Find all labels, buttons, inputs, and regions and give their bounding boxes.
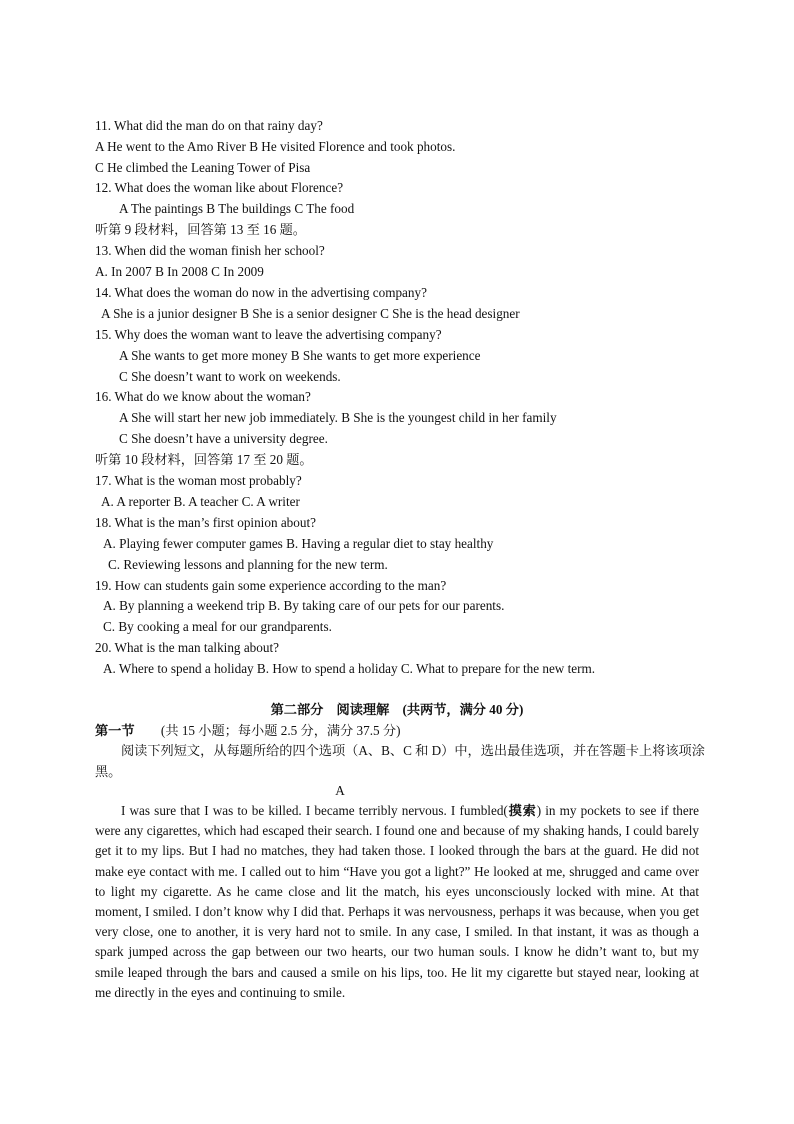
question-17: 17. What is the woman most probably?	[95, 473, 302, 488]
part-2-title: 第二部分 阅读理解 (共两节，满分 40 分)	[270, 702, 524, 717]
passage-gloss: 摸索	[507, 803, 537, 818]
question-20: 20. What is the man talking about?	[95, 640, 279, 655]
question-15-options-ab: A She wants to get more money B She wants to get more experience	[119, 348, 481, 363]
question-18: 18. What is the man’s first opinion about?	[95, 515, 316, 530]
passage-a-paragraph	[95, 801, 699, 1003]
section-1-detail: (共 15 小题；每小题 2.5 分，满分 37.5 分)	[134, 723, 401, 738]
question-14-options: A She is a junior designer B She is a senior designer C She is the head designer	[101, 306, 520, 321]
question-15: 15. Why does the woman want to leave the advertising company?	[95, 327, 442, 342]
question-18-options-ab: A. Playing fewer computer games B. Having a regular diet to stay healthy	[103, 536, 494, 551]
question-15-option-c: C She doesn’t want to work on weekends.	[119, 369, 341, 384]
question-18-option-c: C. Reviewing lessons and planning for the new term.	[108, 557, 388, 572]
question-20-options: A. Where to spend a holiday B. How to spend a holiday C. What to prepare for the new term.	[103, 661, 596, 676]
section-9-instruction: 听第 9 段材料，回答第 13 至 16 题。	[95, 222, 306, 237]
question-11-option-c: C He climbed the Leaning Tower of Pisa	[95, 160, 311, 175]
passage-text-start: I was sure that I was to be killed. I became terribly nervous. I fumbled(	[121, 803, 508, 818]
question-19-options-ab: A. By planning a weekend trip B. By taking care of our pets for our parents.	[103, 598, 505, 613]
passage-letter: A	[335, 783, 345, 798]
question-16: 16. What do we know about the woman?	[95, 389, 311, 404]
reading-instructions: 阅读下列短文，从每题所给的四个选项（A、B、C 和 D）中，选出最佳选项，并在答题卡上将该项涂黑。	[95, 743, 705, 779]
question-11: 11. What did the man do on that rainy day?	[95, 118, 323, 133]
question-19-option-c: C. By cooking a meal for our grandparents.	[103, 619, 332, 634]
question-13: 13. When did the woman finish her school?	[95, 243, 325, 258]
question-16-options-ab: A She will start her new job immediately. B She is the youngest child in her family	[119, 410, 557, 425]
question-16-option-c: C She doesn’t have a university degree.	[119, 431, 328, 446]
question-17-options: A. A reporter B. A teacher C. A writer	[101, 494, 300, 509]
passage-text-rest: ) in my pockets to see if there were any cigarettes, which had escaped their search. I found one and because of my shaking hands, I could barely get it to my lips. But I had no matches, they had taken those. I looked through the bars at the guard. He did not make eye contact with me. I called out to him “Have you got a light?” He looked at me, shrugged and came over to light my cigarette. As he came close and lit the match, his eyes unconsciously locked with mine. At that moment, I smiled. I don’t know why I did that. Perhaps it was nervousness, perhaps it was because, when you get very close, one to another, it is very hard not to smile. In any case, I smiled. In that instant, it was as though a spark jumped across the gap between our two hearts, our two human souls. I know he didn’t want to, but my smile leaped through the bars and caused a smile on his lips, too. He lit my cigarette but stayed near, looking at me directly in the eyes and continuing to smile.	[95, 803, 699, 1000]
question-19: 19. How can students gain some experience according to the man?	[95, 578, 447, 593]
question-13-options: A. In 2007 B In 2008 C In 2009	[95, 264, 264, 279]
section-1-header	[95, 721, 401, 741]
question-14: 14. What does the woman do now in the advertising company?	[95, 285, 427, 300]
section-1-label: 第一节	[95, 723, 135, 738]
question-11-options-ab: A He went to the Amo River B He visited Florence and took photos.	[95, 139, 456, 154]
section-10-instruction: 听第 10 段材料，回答第 17 至 20 题。	[95, 452, 313, 467]
question-12-options: A The paintings B The buildings C The food	[119, 201, 355, 216]
question-12: 12. What does the woman like about Florence?	[95, 180, 344, 195]
